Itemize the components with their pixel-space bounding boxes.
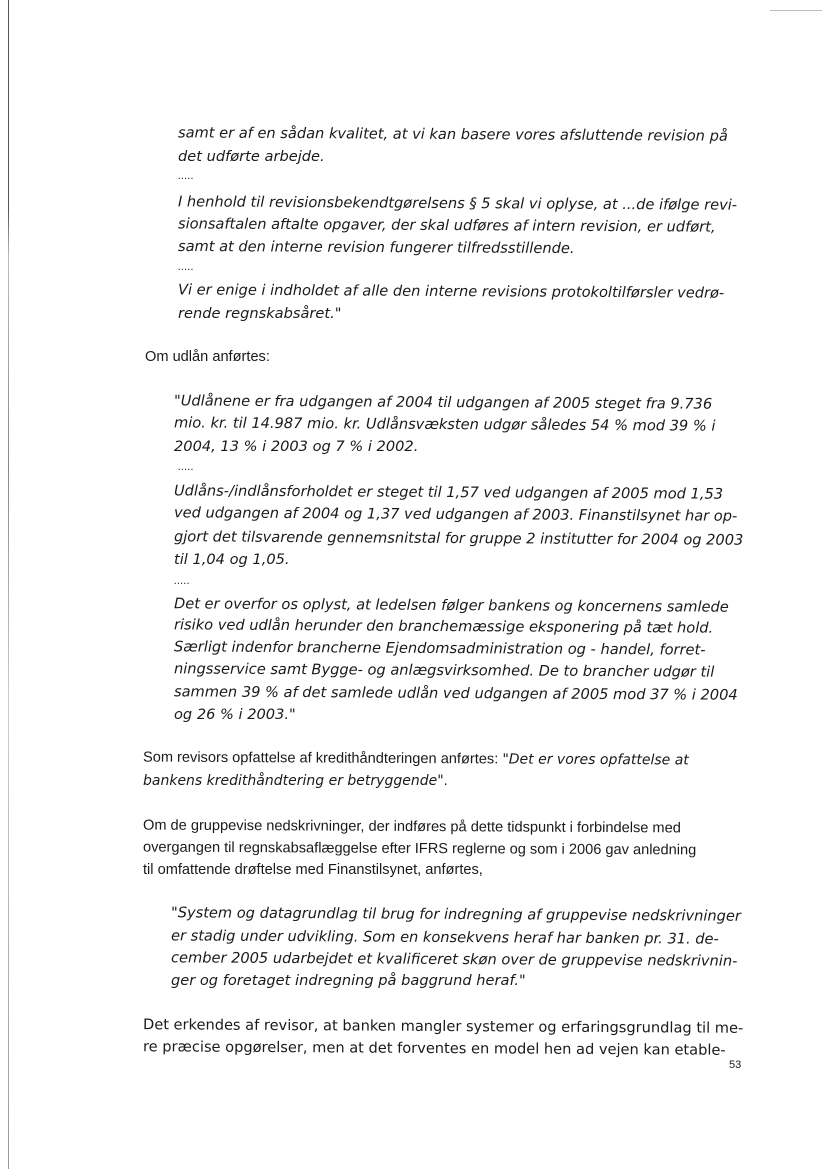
revisor-text: Som revisors opfattelse af kredithåndteringen anførtes: <box>142 749 503 768</box>
quote2-line: ..... <box>174 576 190 587</box>
nedskrivninger-line: til omfattende drøftelse med Finanstilsynet, anførtes, <box>143 862 483 878</box>
revisor-quote: "Det er vores opfattelse at <box>502 751 689 769</box>
quote3-line: ger og foretaget indregning på baggrund heraf." <box>171 972 526 989</box>
nedskrivninger-line: overgangen til regnskabsaflæggelse efter IFRS reglerne og som i 2006 gav anledning <box>142 839 697 859</box>
revisor-text: . <box>443 773 448 789</box>
closing-line: Det erkendes af revisor, at banken mangler systemer og erfaringsgrundlag til me- <box>142 1016 744 1037</box>
quote2-line: Udlåns-/indlånsforholdet er steget til 1,57 ved udgangen af 2005 mod 1,53 <box>173 482 724 503</box>
quote1-line: ..... <box>178 171 194 182</box>
quote2-line: ..... <box>178 462 194 473</box>
quote2-line: sammen 39 % af det samlede udlån ved udgangen af 2005 mod 37 % i 2004 <box>173 683 738 704</box>
quote2-line: risiko ved udlån herunder den branchemæssige eksponering på tæt hold. <box>173 616 714 637</box>
page-number: 53 <box>729 1059 742 1071</box>
quote2-line: og 26 % i 2003." <box>174 706 296 723</box>
quote2-line: Det er overfor os oplyst, at ledelsen følger bankens og koncernens samlede <box>173 595 729 616</box>
scan-edge-line <box>8 0 9 1169</box>
quote1-line: sionsaftalen aftalte opgaver, der skal udføres af intern revision, er udført, <box>177 215 716 236</box>
nedskrivninger-line: Om de gruppevise nedskrivninger, der indføres på dette tidspunkt i forbindelse med <box>142 817 681 837</box>
quote3-line: er stadig under udvikling. Som en konsekvens heraf har banken pr. 31. de- <box>170 927 719 948</box>
quote1-line: det udførte arbejde. <box>178 148 325 165</box>
quote3-line: "System og datagrundlag til brug for indregning af gruppevise nedskrivninger <box>170 904 742 925</box>
quote2-line: ved udgangen af 2004 og 1,37 ved udgangen af 2003. Finanstilsynet har op- <box>173 504 738 525</box>
closing-line: re præcise opgørelser, men at det forventes en model hen ad vejen kan etable- <box>142 1038 726 1059</box>
udlaan-intro: Om udlån anførtes: <box>145 349 270 365</box>
scan-corner-mark <box>770 10 822 11</box>
revisor-paragraph-line <box>143 771 448 791</box>
quote1-line: I henhold til revisionsbekendtgørelsens § 5 skal vi oplyse, at ...de ifølge revi- <box>177 193 738 214</box>
quote1-line: Vi er enige i indholdet af alle den interne revisions protokoltilførsler vedrø- <box>177 281 725 302</box>
quote2-line: Særligt indenfor brancherne Ejendomsadministration og - handel, forret- <box>173 638 706 659</box>
quote1-line: rende regnskabsåret." <box>178 305 342 322</box>
quote3-line: cember 2005 udarbejdet et kvalificeret skøn over de gruppevise nedskrivnin- <box>170 949 738 970</box>
quote1-line: samt er af en sådan kvalitet, at vi kan basere vores afsluttende revision på <box>177 124 728 145</box>
revisor-paragraph-line <box>143 748 689 771</box>
quote2-line: ningsservice samt Bygge- og anlægsvirksomhed. De to brancher udgør til <box>173 660 715 681</box>
quote2-line: til 1,04 og 1,05. <box>174 551 290 568</box>
quote1-line: samt at den interne revision fungerer tilfredsstillende. <box>177 237 575 258</box>
revisor-quote: bankens kredithåndtering er betryggende" <box>143 773 444 789</box>
quote1-line: ..... <box>178 262 194 273</box>
quote2-line: gjort det tilsvarende gennemsnitstal for gruppe 2 institutter for 2004 og 2003 <box>173 528 744 549</box>
quote2-line: 2004, 13 % i 2003 og 7 % i 2002. <box>174 438 419 455</box>
quote2-line: "Udlånene er fra udgangen af 2004 til udgangen af 2005 steget fra 9.736 <box>173 392 713 413</box>
quote2-line: mio. kr. til 14.987 mio. kr. Udlånsvæksten udgør således 54 % mod 39 % i <box>173 414 716 435</box>
